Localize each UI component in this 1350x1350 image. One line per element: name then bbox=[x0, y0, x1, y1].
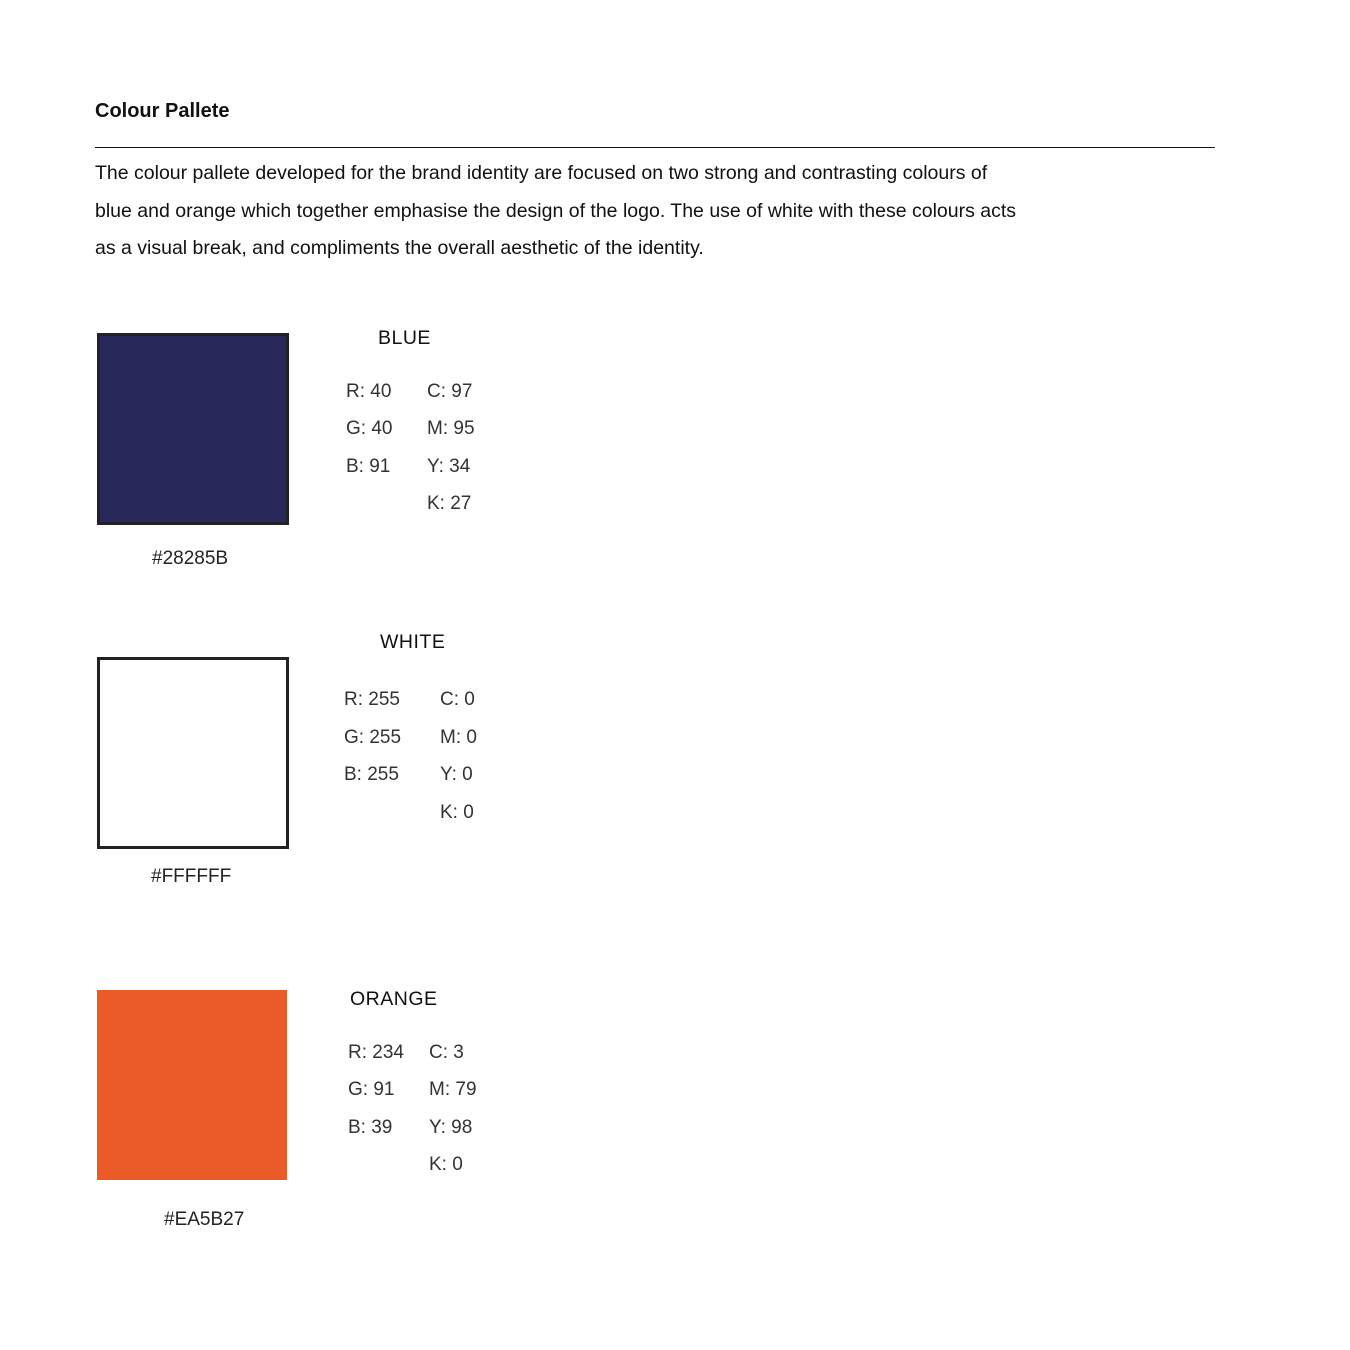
white-rgb-g: G: 255 bbox=[344, 727, 402, 748]
blue-cmyk-m: M: 95 bbox=[427, 418, 475, 439]
intro-line: as a visual break, and compliments the overall aesthetic of the identity. bbox=[95, 237, 704, 259]
intro-paragraph bbox=[95, 155, 1135, 268]
blue-cmyk-k: K: 27 bbox=[427, 493, 472, 514]
blue-cmyk-c: C: 97 bbox=[427, 381, 473, 402]
intro-line: The colour pallete developed for the brand identity are focused on two strong and contrasting colours of bbox=[95, 162, 988, 184]
title-divider bbox=[95, 147, 1215, 148]
orange-colour-name: ORANGE bbox=[350, 988, 438, 1010]
white-hex-code: #FFFFFF bbox=[151, 866, 232, 887]
white-colour-name: WHITE bbox=[380, 631, 446, 653]
white-cmyk-k: K: 0 bbox=[440, 802, 474, 823]
blue-cmyk-y: Y: 34 bbox=[427, 456, 471, 477]
orange-rgb-r: R: 234 bbox=[348, 1042, 404, 1063]
blue-rgb-r: R: 40 bbox=[346, 381, 392, 402]
orange-cmyk-c: C: 3 bbox=[429, 1042, 464, 1063]
white-cmyk-y: Y: 0 bbox=[440, 764, 473, 785]
blue-swatch bbox=[97, 333, 289, 525]
orange-hex-code: #EA5B27 bbox=[164, 1209, 245, 1230]
orange-rgb-g: G: 91 bbox=[348, 1079, 395, 1100]
page-title: Colour Pallete bbox=[95, 100, 230, 122]
orange-cmyk-m: M: 79 bbox=[429, 1079, 477, 1100]
blue-rgb-b: B: 91 bbox=[346, 456, 391, 477]
white-cmyk-c: C: 0 bbox=[440, 689, 475, 710]
orange-swatch bbox=[97, 990, 287, 1180]
white-rgb-b: B: 255 bbox=[344, 764, 399, 785]
intro-line: blue and orange which together emphasise the design of the logo. The use of white with these colours acts bbox=[95, 199, 1017, 222]
blue-rgb-g: G: 40 bbox=[346, 418, 393, 439]
orange-rgb-b: B: 39 bbox=[348, 1117, 393, 1138]
white-cmyk-m: M: 0 bbox=[440, 727, 477, 748]
orange-cmyk-k: K: 0 bbox=[429, 1154, 463, 1175]
orange-cmyk-y: Y: 98 bbox=[429, 1117, 473, 1138]
white-rgb-r: R: 255 bbox=[344, 689, 400, 710]
white-swatch bbox=[97, 657, 289, 849]
blue-colour-name: BLUE bbox=[378, 327, 431, 349]
blue-hex-code: #28285B bbox=[152, 548, 229, 569]
